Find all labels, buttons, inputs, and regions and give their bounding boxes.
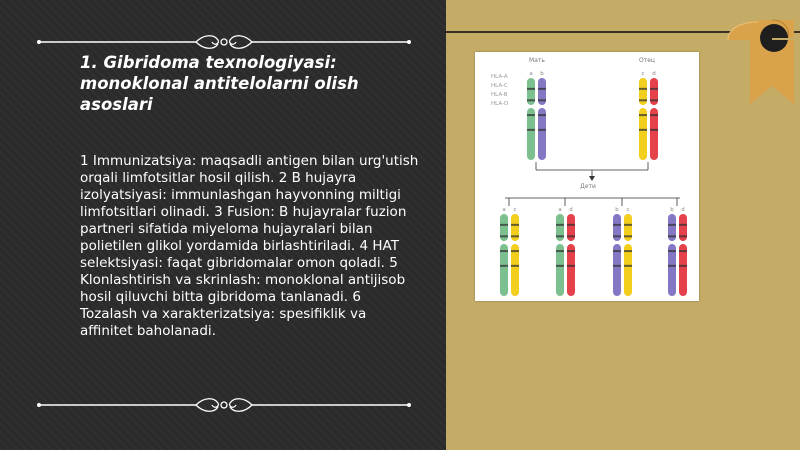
hla-label-1: HLA-C [491,83,508,89]
child-2-chromosome-d [567,207,575,296]
flourish-divider-bottom [36,395,412,415]
child-4-chromosome-d [679,207,687,296]
mother-chromosome-a [527,71,535,160]
child-1-chromosome-c [511,207,519,296]
child-3-chromosome-b-label: b [615,207,619,213]
bookmark-ribbon-icon [718,18,798,104]
hla-label-3: HLA-D [491,101,509,107]
father-chromosome-c-label: c [641,71,645,77]
mother-chromosome-b [538,71,546,160]
child-2-chromosome-a [556,207,564,296]
flourish-divider-top [36,32,412,52]
child-3-chromosome-b [613,207,621,296]
child-2-chromosome-a-label: a [558,207,562,213]
child-3-chromosome-c [624,207,632,296]
father-chromosome-d-label: d [652,71,656,77]
hla-label-2: HLA-B [491,92,508,98]
child-4-chromosome-b-label: b [670,207,674,213]
father-label: Отец [639,57,655,64]
child-4-chromosome-b [668,207,676,296]
child-4-chromosome-d-label: d [681,207,685,213]
slide-body-text: 1 Immunizatsiya: maqsadli antigen bilan urg'utish orqali limfotsitlar hosil qilish. 2 B hujayra izolyatsiyasi: immunlashgan hayvonning miltigi limfotsitlari olinadi. 3 Fusion: B hujayralar fuzion partneri sifatida miyeloma hujayralari bilan polietilen glikol yordamida birlashtiriladi. 4 HAT selektsiyasi: faqat gibridomalar omon qoladi. 5 Klonlashtirish va skrinlash: monoklonal antijisob hosil qiluvchi bitta gibridoma tanlanadi. 6 Tozalash va xarakterizatsiya: spesifiklik va affinitet baholanadi. [80,153,419,339]
hla-inheritance-figure [475,52,699,301]
slide-title: 1. Gibridoma texnologiyasi: monoklonal antitelolarni olish asoslari [80,53,359,114]
hla-label-0: HLA-A [491,74,508,80]
child-2-chromosome-d-label: d [569,207,573,213]
father-chromosome-d [650,71,658,160]
child-1-chromosome-a [500,207,508,296]
father-chromosome-c [639,71,647,160]
mother-label: Мать [529,57,545,64]
child-1-chromosome-c-label: c [513,207,517,213]
child-1-chromosome-a-label: a [502,207,506,213]
mother-chromosome-a-label: a [529,71,533,77]
child-3-chromosome-c-label: c [626,207,630,213]
mother-chromosome-b-label: b [540,71,544,77]
children-label: Дети [580,183,596,190]
descent-arrow [589,176,595,181]
